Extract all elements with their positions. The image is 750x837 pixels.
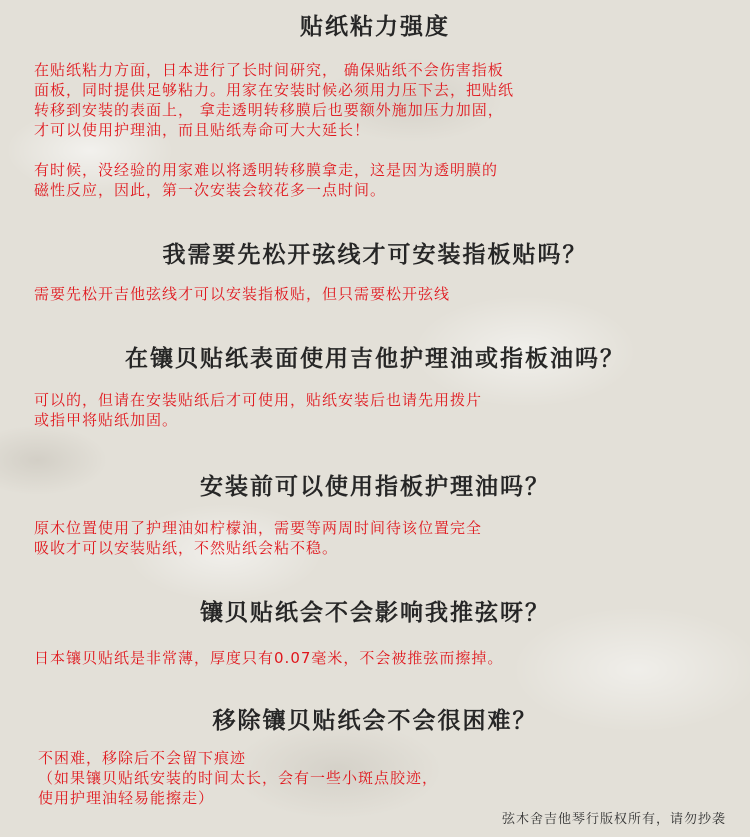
section-body-adhesion-2 [34,160,724,200]
section-heading-adhesion: 贴纸粘力强度 [300,14,450,40]
text-line: 日本镶贝贴纸是非常薄，厚度只有0.07毫米，不会被推弦而擦掉。 [34,649,504,667]
section-body-removal [38,748,728,808]
copyright-notice: 弦木舍吉他琴行版权所有，请勿抄袭 [501,812,726,827]
text-line: 原木位置使用了护理油如柠檬油，需要等两周时间待该位置完全 [34,519,483,537]
section-heading-oil-before-install: 安装前可以使用指板护理油吗？ [200,474,550,500]
text-line: 或指甲将贴纸加固。 [34,411,179,429]
text-line: 转移到安装的表面上， 拿走透明转移膜后也要额外施加压力加固， [34,101,504,119]
text-line: 吸收才可以安装贴纸，不然贴纸会粘不稳。 [34,539,339,557]
section-heading-string-bending: 镶贝贴纸会不会影响我推弦呀？ [200,600,550,626]
section-heading-oil-on-sticker: 在镶贝贴纸表面使用吉他护理油或指板油吗？ [125,346,625,372]
text-line: 磁性反应，因此，第一次安装会较花多一点时间。 [34,181,387,199]
text-line: 使用护理油轻易能擦走） [38,789,215,807]
text-line: 才可以使用护理油，而且贴纸寿命可大大延长！ [34,121,371,139]
text-line: 可以的，但请在安装贴纸后才可使用，贴纸安装后也请先用拨片 [34,391,483,409]
section-body-string-bending [34,648,724,668]
text-line: 需要先松开吉他弦线才可以安装指板贴，但只需要松开弦线 [34,285,451,303]
text-line: 面板，同时提供足够粘力。用家在安装时候必须用力压下去，把贴纸 [34,81,515,99]
section-body-adhesion-1 [34,60,724,140]
section-heading-loosen-strings: 我需要先松开弦线才可安装指板贴吗？ [162,242,588,268]
section-body-loosen-strings [34,284,724,304]
text-line: 有时候，没经验的用家难以将透明转移膜拿走，这是因为透明膜的 [34,161,499,179]
section-body-oil-before-install [34,518,724,558]
section-heading-removal: 移除镶贝贴纸会不会很困难？ [212,708,538,734]
text-line: （如果镶贝贴纸安装的时间太长，会有一些小斑点胶迹， [38,769,439,787]
text-line: 不困难，移除后不会留下痕迹 [38,749,247,767]
text-line: 在贴纸粘力方面，日本进行了长时间研究， 确保贴纸不会伤害指板 [34,61,504,79]
section-body-oil-on-sticker [34,390,724,430]
